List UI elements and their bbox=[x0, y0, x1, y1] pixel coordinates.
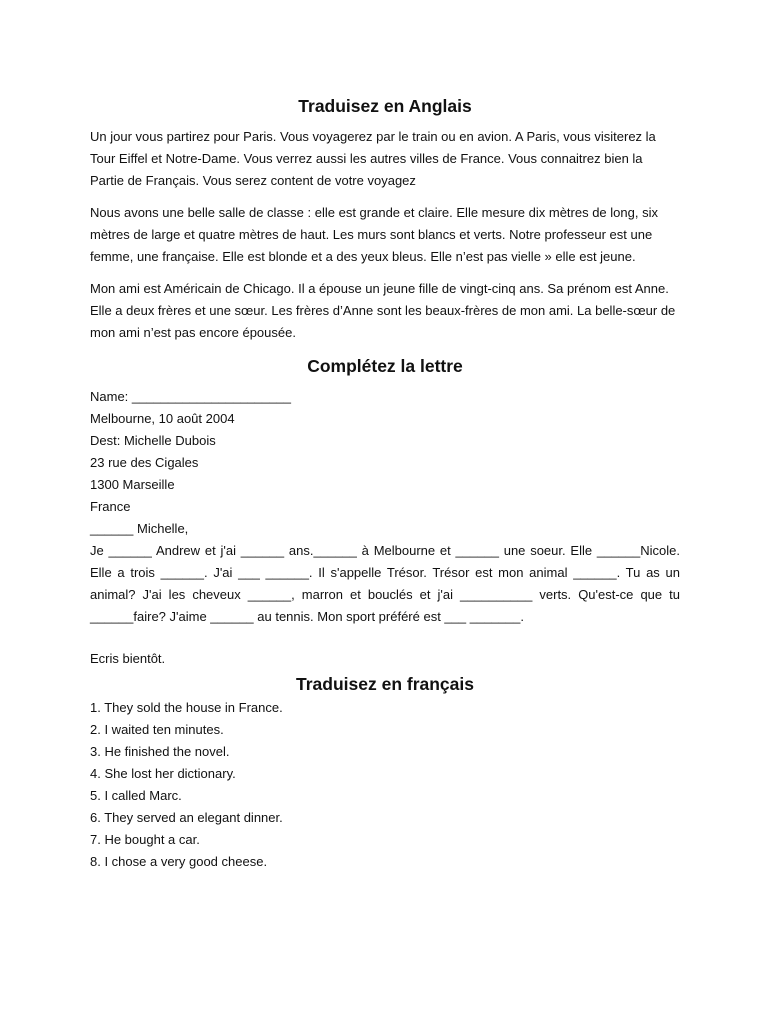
list-item: 4. She lost her dictionary. bbox=[90, 766, 236, 781]
letter-country-line: France bbox=[90, 499, 131, 514]
list-item: 1. They sold the house in France. bbox=[90, 700, 283, 715]
paragraph-paris-trip: Un jour vous partirez pour Paris. Vous voyagerez par le train ou en avion. A Paris, vous visiterez la Tour Eiffel et Notre-Dame. Vous verrez aussi les autres villes de France. Vous connaitrez bien la Partie de Français. Vous serez content de votre voyagez bbox=[90, 129, 656, 188]
list-item: 8. I chose a very good cheese. bbox=[90, 854, 268, 869]
list-item: 7. He bought a car. bbox=[90, 832, 200, 847]
list-item: 6. They served an elegant dinner. bbox=[90, 810, 283, 825]
letter-name-line: Name: ______________________ bbox=[90, 389, 291, 404]
section-title-translate-french: Traduisez en français bbox=[296, 674, 474, 694]
letter-body: Je ______ Andrew et j'ai ______ ans.______ à Melbourne et ______ une soeur. Elle ______Nicole. Elle a trois ______. J'ai ___ ______. Il s'appelle Trésor. Trésor est mon animal ______. Tu as un animal? J'ai les cheveux ______, marron et bouclés et j'ai __________ verts. Qu'est-ce que tu ______faire? J'aime ______ au tennis. Mon sport préféré est ___ _______. bbox=[90, 543, 680, 624]
list-item: 3. He finished the novel. bbox=[90, 744, 230, 759]
letter-spacer bbox=[90, 628, 680, 648]
worksheet-page bbox=[90, 94, 680, 873]
paragraph-classroom: Nous avons une belle salle de classe : elle est grande et claire. Elle mesure dix mètres de long, six mètres de large et quatre mètres de haut. Les murs sont blancs et verts. Notre professeur est une femme, une française. Elle est blonde et a des yeux bleus. Elle n’est pas vielle » elle est jeune. bbox=[90, 205, 658, 264]
letter-recipient-line: Dest: Michelle Dubois bbox=[90, 433, 216, 448]
letter-street-line: 23 rue des Cigales bbox=[90, 455, 199, 470]
section-title-complete-letter: Complétez la lettre bbox=[307, 356, 463, 376]
letter-date-line: Melbourne, 10 août 2004 bbox=[90, 411, 235, 426]
letter-city-line: 1300 Marseille bbox=[90, 477, 175, 492]
list-item: 2. I waited ten minutes. bbox=[90, 722, 224, 737]
translation-list bbox=[90, 697, 680, 873]
section-title-translate-english: Traduisez en Anglais bbox=[298, 96, 472, 116]
list-item: 5. I called Marc. bbox=[90, 788, 182, 803]
letter-closing: Ecris bientôt. bbox=[90, 651, 166, 666]
letter bbox=[90, 386, 680, 670]
letter-greeting-line: ______ Michelle, bbox=[90, 521, 189, 536]
paragraph-friend-chicago: Mon ami est Américain de Chicago. Il a épouse un jeune fille de vingt-cinq ans. Sa prénom est Anne. Elle a deux frères et une sœur. Les frères d’Anne sont les beaux-frères de mon ami. La belle-sœur de mon ami n’est pas encore épousée. bbox=[90, 281, 676, 340]
